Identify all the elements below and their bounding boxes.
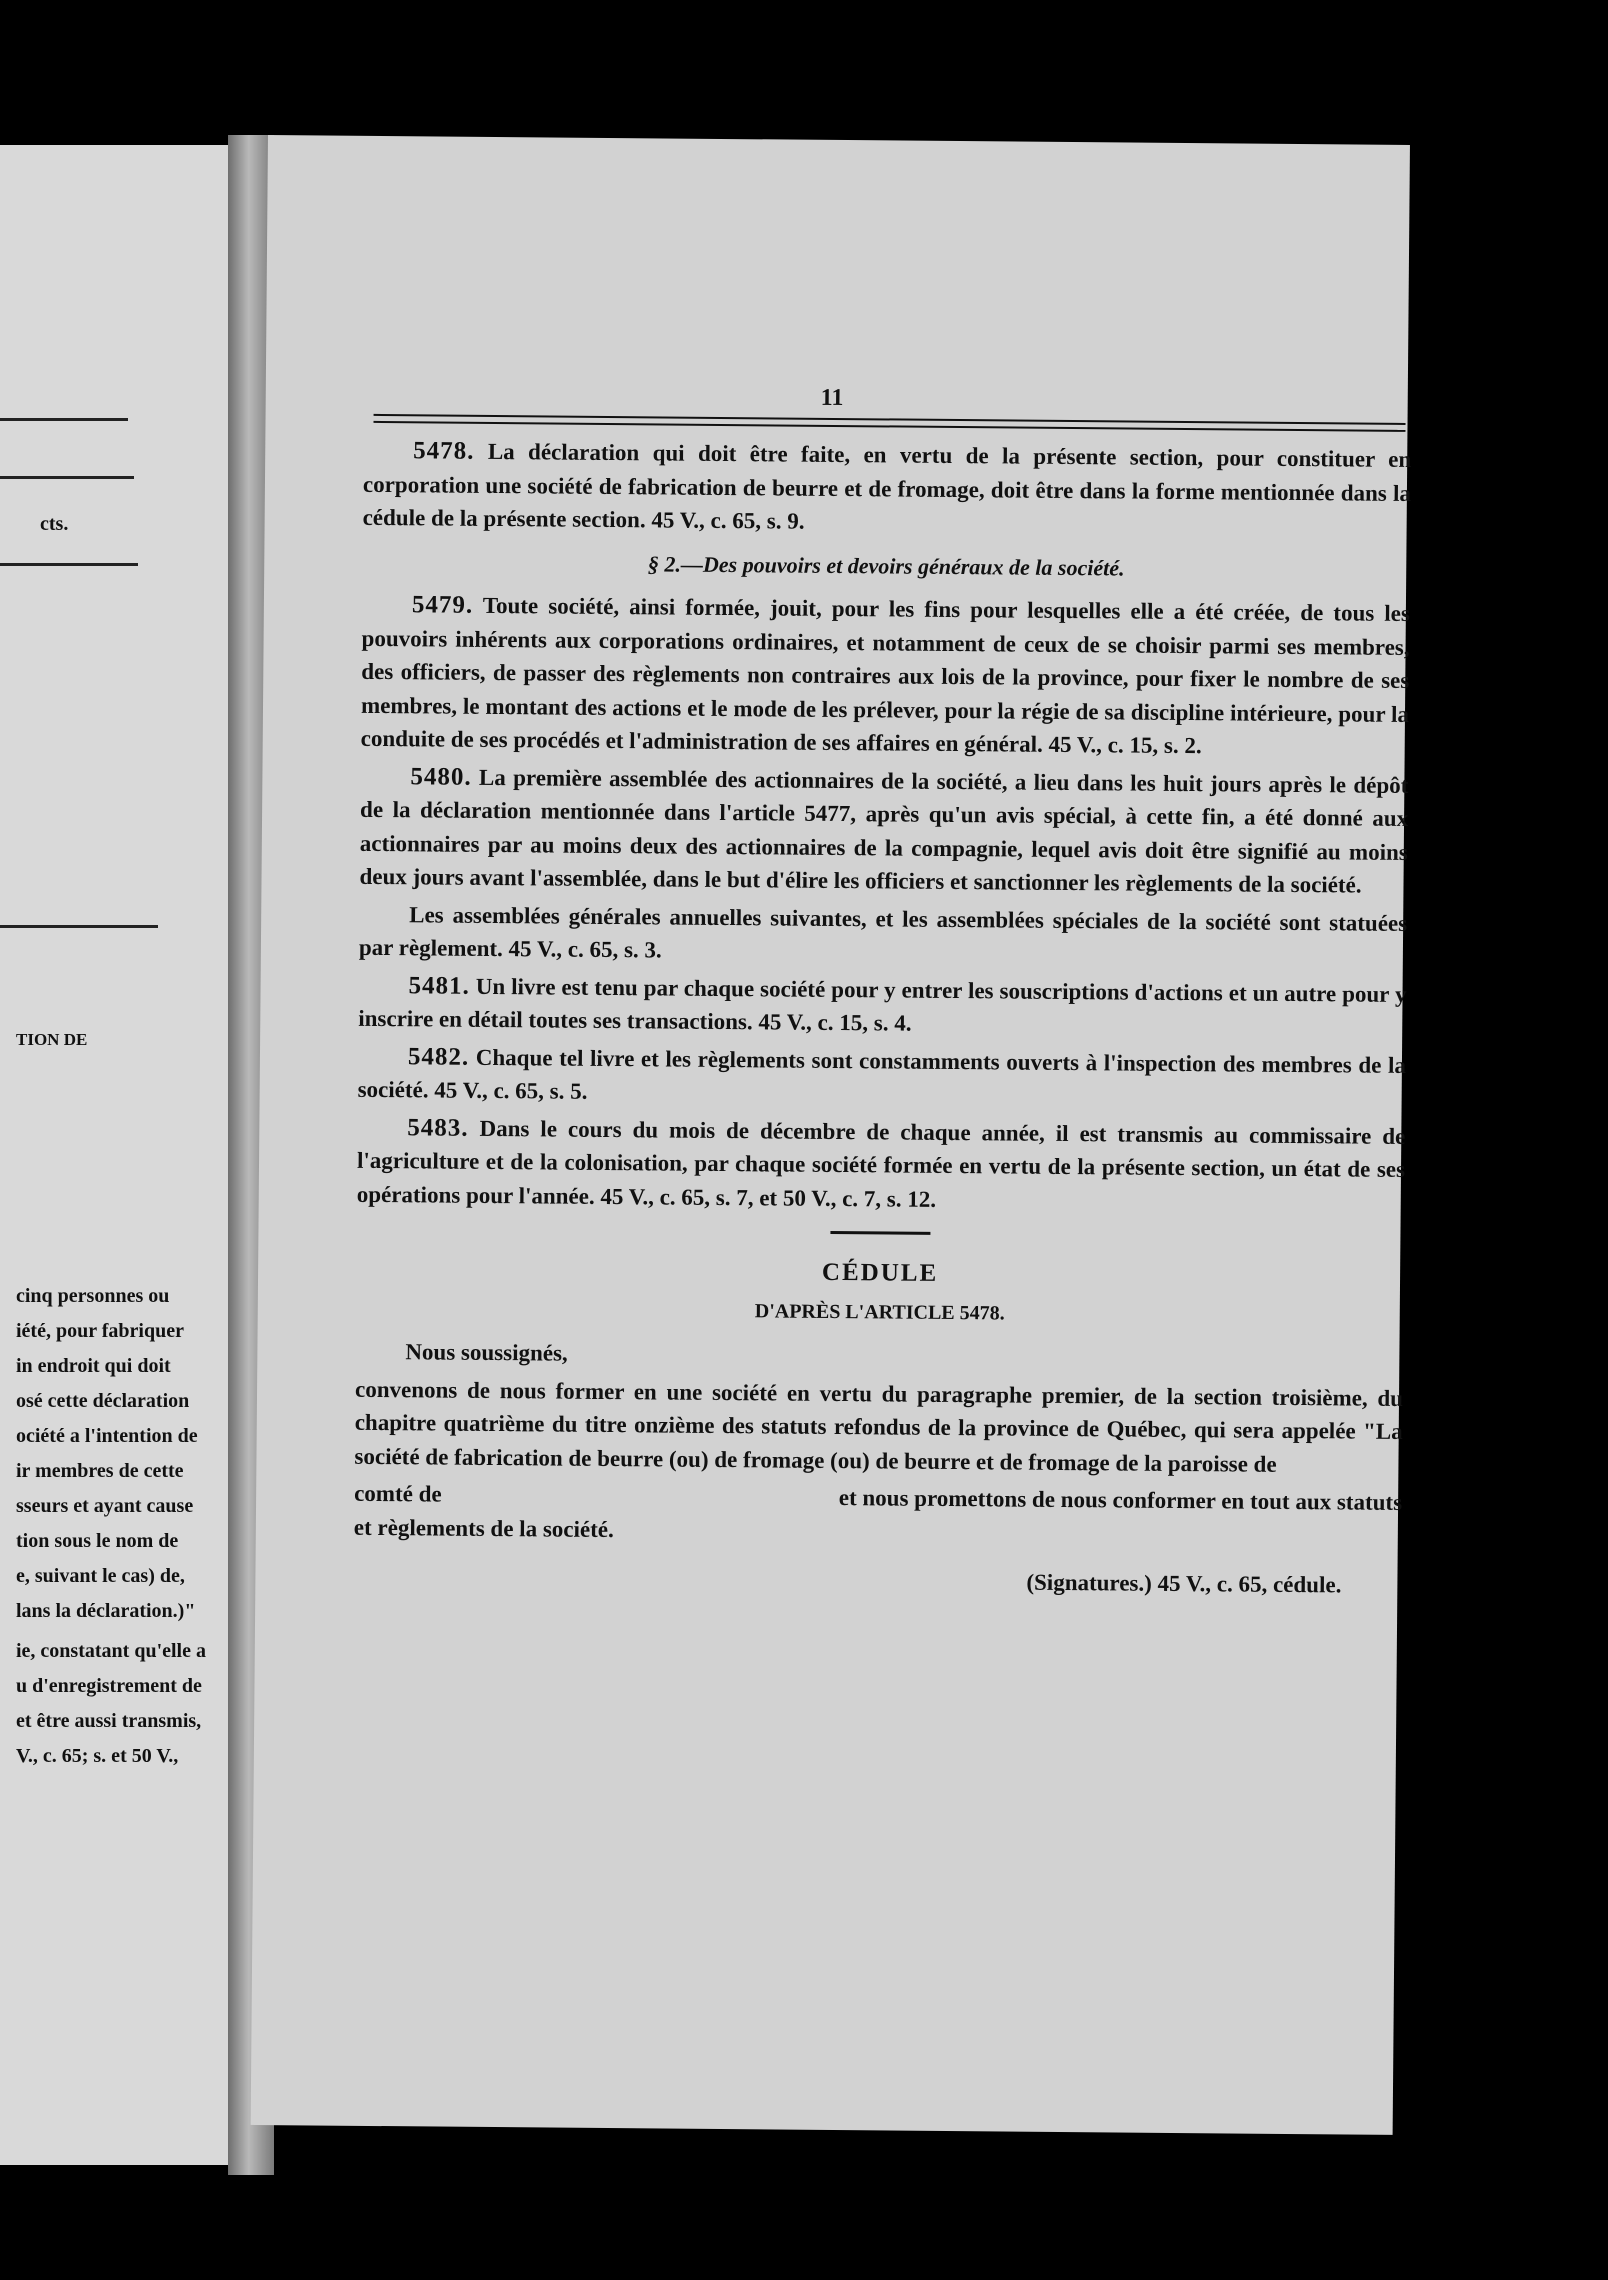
left-page [0,145,232,2165]
left-rule [0,418,128,421]
cedule-title: CÉDULE [821,1258,939,1287]
left-fragment: et être aussi transmis, [16,1710,202,1732]
county-continuation: et nous promettons de nous conformer en tout aux statuts [838,1485,1403,1515]
left-fragment: lans la déclaration.)" [16,1600,196,1622]
left-fragment: cts. [40,513,69,535]
left-fragment: tion sous le nom de [16,1530,179,1552]
section-text: La déclaration qui doit être faite, en vertu de la présente section, pour constituer en corporation une société de fabrication de beurre et de fromage, doit être dans la forme mentionnée dans la cédule de la présente section. 45 V., c. 65, s. 9. [362,438,1412,534]
section-text: Toute société, ainsi formée, jouit, pour les fins pour lesquelles elle a été créée, de tous les pouvoirs inhérents aux corporations ordinaires, et notamment de ceux de se choisir parmi ses membres, des officiers, de passer des règlements non contraires aux lois de la province, pour fixer le nombre de ses membres, le montant des actions et le mode de les prélever, pour la régie de sa discipline intérieure, pour la conduite de ses procédés et l'administration de ses affaires en général. 45 V., c. 15, s. 2. [360,592,1410,759]
page-content [353,434,1411,1603]
section-text: Un livre est tenu par chaque société pour y entrer les souscriptions d'actions et un autre pour y inscrire en détail toutes ses transactions. 45 V., c. 15, s. 4. [358,973,1407,1036]
section-text: Les assemblées générales annuelles suivantes, et les assemblées spéciales de la société sont statuées par règlement. 45 V., c. 65, s. 3. [358,901,1408,963]
left-fragment: ir membres de cette [16,1460,184,1482]
section-text: Chaque tel livre et les règlements sont constamments ouverts à l'inspection des membres de la société. 45 V., c. 65, s. 5. [357,1044,1407,1104]
section-number: 5478. [413,437,475,465]
section-5482 [358,1039,1407,1115]
section-5480 [359,759,1408,902]
left-fragment: u d'enregistrement de [16,1675,202,1697]
cedule-closing: et règlements de la société. [353,1514,614,1542]
left-fragment: osé cette déclaration [16,1390,190,1412]
left-fragment: cinq personnes ou [16,1285,170,1307]
left-fragment: sseurs et ayant cause [16,1495,194,1517]
left-fragment: ie, constatant qu'elle a [16,1640,206,1662]
cedule-body: convenons de nous former en une société en vertu du paragraphe premier, de la section troisième, du chapitre quatrième du titre onzième des statuts refondus de la province de Québec, qui sera appelée "La société de fabrication de beurre (ou) de fromage (ou) de beurre et de fromage de la paroisse de [354,1376,1404,1477]
section-5480-continued [359,897,1408,973]
page-number: 11 [820,384,844,412]
left-fragment: TION DE [16,1030,88,1049]
section-text: La première assemblée des actionnaires de la société, a lieu dans les huit jours après le dépôt de la déclaration mentionnée dans l'article 5477, après qu'un avis spécial, à cette fin, a été donné aux actionnaires par au moins deux des actionnaires de la compagnie, lequel avis doit être signifié au moins deux jours avant l'assemblée, dans le but d'élire les officiers et sanctionner les règlements de la société. [359,764,1409,898]
subsection-heading: § 2.—Des pouvoirs et devoirs généraux de la société. [647,550,1125,580]
section-5481 [358,968,1407,1044]
section-number: 5483. [407,1113,469,1142]
left-fragment: e, suivant le cas) de, [16,1565,185,1587]
section-5479 [361,588,1410,765]
section-number: 5482. [407,1042,470,1071]
section-number: 5480. [410,762,472,791]
county-label: comté de [354,1480,442,1507]
left-fragment: in endroit qui doit [16,1355,171,1377]
section-5478 [363,434,1412,544]
section-text: Dans le cours du mois de décembre de chaque année, il est transmis au commissaire de l'agriculture et de la colonisation, par chaque société formée en vertu de la présente section, un état de ses opérations pour l'année. 45 V., c. 65, s. 7, et 50 V., c. 7, s. 12. [356,1115,1406,1212]
cedule-salutation: Nous soussignés, [405,1339,568,1366]
right-page [251,135,1410,2135]
left-rule [0,925,158,928]
left-fragment: V., c. 65; s. et 50 V., [16,1745,179,1767]
section-divider [830,1231,930,1235]
section-number: 5481. [408,971,470,1000]
header-rule [373,414,1405,432]
left-rule [0,476,134,479]
section-5483 [357,1110,1406,1220]
cedule-subtitle: D'APRÈS L'ARTICLE 5478. [754,1299,1005,1324]
left-fragment: ociété a l'intention de [16,1425,198,1447]
left-fragment: iété, pour fabriquer [16,1320,184,1342]
cedule-signature: (Signatures.) 45 V., c. 65, cédule. [1026,1569,1342,1598]
left-rule [0,563,138,566]
section-number: 5479. [411,591,474,619]
